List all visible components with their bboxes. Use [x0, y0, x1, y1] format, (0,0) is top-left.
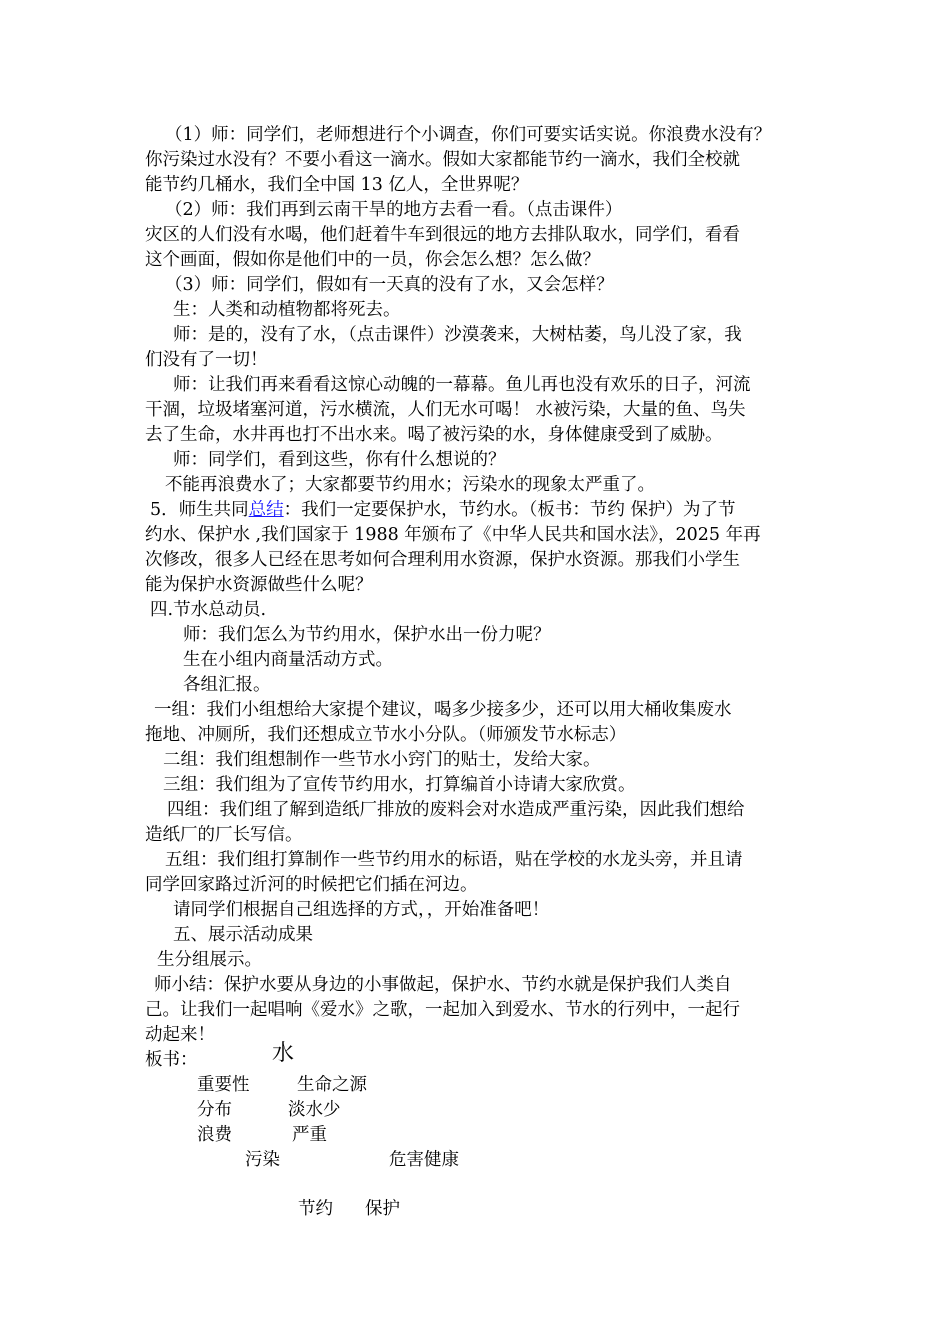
board-bottom-left: 节约 [298, 1199, 333, 1219]
text-line: 请同学们根据自己组选择的方式，，开始准备吧！ [173, 900, 550, 920]
text-line: （3）师：同学们，假如有一天真的没有了水，又会怎样？ [165, 275, 614, 295]
board-item-right: 严重 [292, 1125, 327, 1145]
text-line: 造纸厂的厂长写信。 [145, 825, 303, 845]
text-line: 不能再浪费水了；大家都要节约用水；污染水的现象太严重了。 [165, 475, 655, 495]
board-label: 板书： [145, 1050, 198, 1070]
board-title: 水 [272, 1041, 295, 1066]
board-item-right: 危害健康 [389, 1150, 459, 1170]
text-line: 约水、保护水 ,我们国家于 1988 年颁布了《中华人民共和国水法》，2025 年再 [145, 525, 761, 545]
text-line: 各组汇报。 [183, 675, 271, 695]
text-line: 师：让我们再来看看这惊心动魄的一幕幕。鱼儿再也没有欢乐的日子，河流 [173, 375, 751, 395]
board-item-right: 淡水少 [288, 1100, 341, 1120]
board-item-left: 污染 [245, 1150, 280, 1170]
section-heading: 五、展示活动成果 [173, 925, 313, 945]
text-line: 们没有了一切！ [145, 350, 268, 370]
text-line: 师：是的，没有了水，（点击课件）沙漠袭来，大树枯萎，鸟儿没了家，我 [173, 325, 742, 345]
section-heading: 四.节水总动员. [150, 600, 267, 620]
board-item-left: 重要性 [197, 1075, 250, 1095]
summary-prefix: 5．师生共同 [150, 500, 249, 520]
board-item-left: 浪费 [197, 1125, 232, 1145]
text-line: 生：人类和动植物都将死去。 [173, 300, 401, 320]
text-line: 一组：我们小组想给大家提个建议，喝多少接多少，还可以用大桶收集废水 [154, 700, 732, 720]
text-line: 四组：我们组了解到造纸厂排放的废料会对水造成严重污染，因此我们想给 [167, 800, 745, 820]
text-line: 能节约几桶水，我们全中国 13 亿人，全世界呢？ [145, 175, 529, 195]
text-line: 师：同学们，看到这些，你有什么想说的？ [173, 450, 506, 470]
text-line: （1）师：同学们，老师想进行个小调查，你们可要实话实说。你浪费水没有？ [165, 125, 772, 145]
text-line: 同学回家路过沂河的时候把它们插在河边。 [145, 875, 478, 895]
text-line-summary [150, 498, 830, 522]
board-item-left: 分布 [197, 1100, 232, 1120]
text-line: 灾区的人们没有水喝，他们赶着牛车到很远的地方去排队取水，同学们，看看 [145, 225, 740, 245]
text-line: 拖地、冲厕所，我们还想成立节水小分队。（师颁发节水标志） [145, 725, 627, 745]
text-line: 你污染过水没有？不要小看这一滴水。假如大家都能节约一滴水，我们全校就 [145, 150, 740, 170]
text-line: 五组：我们组打算制作一些节约用水的标语，贴在学校的水龙头旁，并且请 [165, 850, 743, 870]
text-line: 三组：我们组为了宣传节约用水，打算编首小诗请大家欣赏。 [163, 775, 636, 795]
summary-link[interactable]: 总结 [248, 500, 284, 520]
board-bottom-right: 保护 [365, 1199, 400, 1219]
text-line: 师小结：保护水要从身边的小事做起，保护水、节约水就是保护我们人类自 [154, 975, 732, 995]
text-line: 二组：我们组想制作一些节水小窍门的贴士，发给大家。 [163, 750, 601, 770]
summary-suffix: ：我们一定要保护水，节约水。（板书：节约 保护）为了节 [283, 500, 736, 520]
text-line: 己。让我们一起唱响《爱水》之歌，一起加入到爱水、节水的行列中，一起行 [145, 1000, 740, 1020]
text-line: （2）师：我们再到云南干旱的地方去看一看。（点击课件） [165, 200, 623, 220]
text-line: 这个画面，假如你是他们中的一员，你会怎么想？怎么做？ [145, 250, 600, 270]
text-line: 去了生命，水井再也打不出水来。喝了被污染的水，身体健康受到了威胁。 [145, 425, 723, 445]
text-line: 能为保护水资源做些什么呢？ [145, 575, 373, 595]
text-line: 师：我们怎么为节约用水，保护水出一份力呢？ [183, 625, 551, 645]
board-item-right: 生命之源 [297, 1075, 367, 1095]
text-line: 干涸，垃圾堵塞河道，污水横流，人们无水可喝！ 水被污染，大量的鱼、鸟失 [145, 400, 746, 420]
text-line: 生分组展示。 [157, 950, 262, 970]
text-line: 次修改，很多人已经在思考如何合理利用水资源，保护水资源。那我们小学生 [145, 550, 740, 570]
text-line: 生在小组内商量活动方式。 [183, 650, 393, 670]
text-line: 动起来！ [145, 1025, 215, 1045]
